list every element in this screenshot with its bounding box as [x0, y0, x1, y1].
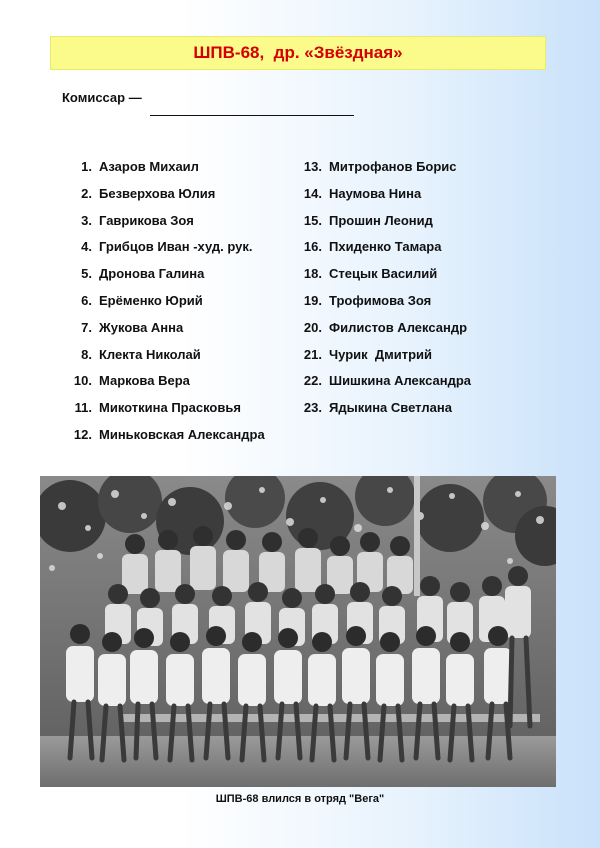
roster-name: Прошин Леонид [329, 212, 433, 228]
roster-entry [70, 265, 265, 292]
commissar-label: Комиссар — [62, 90, 142, 105]
roster-entry [302, 265, 471, 292]
roster-number: 5. [81, 266, 92, 282]
roster-entry [302, 238, 471, 265]
roster-entry [70, 292, 265, 319]
roster-entry [70, 185, 265, 212]
roster-number: 22. [303, 373, 322, 389]
group-photo [40, 476, 556, 787]
roster-entry [302, 399, 471, 426]
roster-number: 19. [303, 292, 322, 308]
roster-number: 3. [81, 212, 92, 228]
roster-number: 14. [303, 185, 322, 201]
roster-left-column [70, 158, 265, 453]
roster-number: 15. [303, 212, 322, 228]
roster-name: Трофимова Зоя [329, 292, 432, 308]
roster-name: Безверхова Юлия [99, 185, 216, 201]
roster-name: Жукова Анна [99, 319, 184, 335]
roster-number: 12. [73, 426, 92, 442]
roster-name: Грибцов Иван -худ. рук. [99, 239, 253, 255]
roster-number: 18. [303, 266, 322, 282]
roster-number: 1. [81, 159, 92, 174]
roster-name: Гаврикова Зоя [99, 212, 194, 228]
roster-entry [70, 426, 265, 453]
roster-name: Наумова Нина [329, 185, 422, 201]
roster-entry [302, 319, 471, 346]
roster-name: Маркова Вера [99, 373, 190, 389]
roster-entry [70, 372, 265, 399]
pergola-post [414, 476, 420, 596]
roster-name: Микоткина Прасковья [99, 400, 241, 416]
roster-number: 23. [303, 400, 322, 416]
roster-entry [70, 346, 265, 373]
roster-number: 11. [74, 400, 92, 416]
roster-entry [70, 158, 265, 185]
roster-name: Митрофанов Борис [329, 159, 457, 174]
roster-name: Филистов Александр [329, 319, 468, 335]
roster-number: 8. [81, 346, 92, 362]
roster-name: Пхиденко Тамара [329, 239, 442, 255]
roster-number: 13. [303, 159, 322, 174]
roster-entry [70, 399, 265, 426]
roster-entry [302, 372, 471, 399]
roster-entry [70, 212, 265, 239]
roster-name: Ерёменко Юрий [99, 292, 203, 308]
commissar-blank-line [150, 115, 354, 116]
roster-right-column [302, 158, 471, 426]
roster-number: 21. [303, 346, 322, 362]
roster-name: Чурик Дмитрий [329, 346, 433, 362]
roster-number: 16. [303, 239, 322, 255]
roster-name: Стецык Василий [329, 266, 438, 282]
roster-entry [302, 185, 471, 212]
roster-name: Клекта Николай [99, 346, 201, 362]
roster-entry [302, 212, 471, 239]
roster-entry [302, 158, 471, 185]
roster-entry [70, 238, 265, 265]
roster-entry [302, 292, 471, 319]
roster-number: 20. [303, 319, 322, 335]
roster-number: 10. [73, 373, 92, 389]
roster-name: Азаров Михаил [99, 159, 199, 174]
roster-name: Шишкина Александра [329, 373, 472, 389]
roster-name: Ядыкина Светлана [329, 400, 452, 416]
roster-number: 7. [81, 319, 92, 335]
page-title: ШПВ-68, др. «Звёздная» [50, 36, 546, 70]
roster-name: Дронова Галина [99, 266, 205, 282]
roster-name: Миньковская Александра [99, 426, 265, 442]
roster-entry [70, 319, 265, 346]
roster-entry [302, 346, 471, 373]
roster-number: 6. [81, 292, 92, 308]
photo-caption: ШПВ-68 влился в отряд "Вега" [215, 793, 385, 805]
roster-number: 2. [81, 185, 92, 201]
roster-number: 4. [81, 239, 92, 255]
group-photo-illustration [40, 476, 556, 787]
